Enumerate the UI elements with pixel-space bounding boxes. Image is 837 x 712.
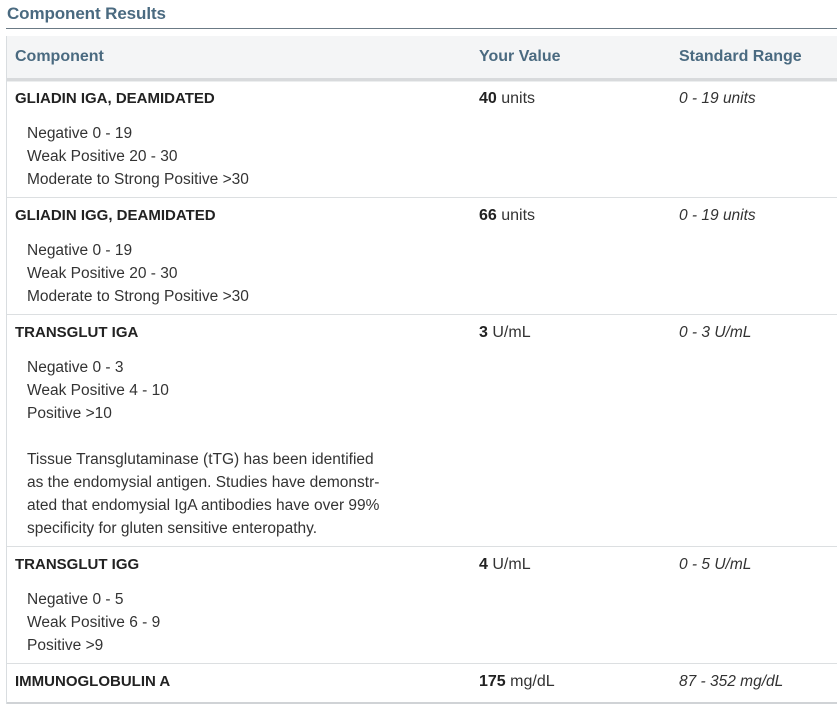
value-unit: units <box>501 207 536 224</box>
reference-line: Positive >9 <box>27 637 104 654</box>
standard-range: 0 - 19 units <box>679 207 756 224</box>
note-line: specificity for gluten sensitive enteropathy. <box>27 520 318 537</box>
reference-line: Weak Positive 4 - 10 <box>27 382 169 399</box>
component-name: IMMUNOGLOBULIN A <box>15 673 171 690</box>
your-value <box>479 324 531 342</box>
value-number: 66 <box>479 207 497 224</box>
reference-line: Negative 0 - 5 <box>27 591 124 608</box>
column-header-standard-range: Standard Range <box>679 48 802 65</box>
title-divider <box>6 28 837 29</box>
value-number: 175 <box>479 673 506 690</box>
standard-range: 87 - 352 mg/dL <box>679 673 784 690</box>
component-name: GLIADIN IGG, DEAMIDATED <box>15 207 216 224</box>
component-name: TRANSGLUT IGG <box>15 556 140 573</box>
note-line: ated that endomysial IgA antibodies have over 99% <box>27 497 380 514</box>
value-number: 40 <box>479 90 497 107</box>
your-value <box>479 90 535 108</box>
value-unit: units <box>501 90 536 107</box>
reference-line: Moderate to Strong Positive >30 <box>27 171 249 188</box>
reference-line: Moderate to Strong Positive >30 <box>27 288 249 305</box>
reference-ranges <box>27 356 437 540</box>
result-row-gliadin-igg <box>7 198 837 315</box>
reference-line: Negative 0 - 19 <box>27 242 133 259</box>
column-header-your-value: Your Value <box>479 48 561 65</box>
component-name: TRANSGLUT IGA <box>15 324 139 341</box>
value-number: 4 <box>479 556 488 573</box>
your-value <box>479 556 531 574</box>
reference-line: Positive >10 <box>27 405 112 422</box>
value-unit: U/mL <box>492 556 531 573</box>
standard-range: 0 - 19 units <box>679 90 756 107</box>
your-value <box>479 207 535 225</box>
result-row-transglut-iga <box>7 315 837 547</box>
standard-range: 0 - 5 U/mL <box>679 556 752 573</box>
result-row-gliadin-iga <box>7 81 837 198</box>
reference-ranges <box>27 588 160 657</box>
note-line: Tissue Transglutaminase (tTG) has been identified <box>27 451 374 468</box>
column-header-component: Component <box>15 48 104 65</box>
clinical-note <box>27 448 437 540</box>
reference-ranges <box>27 239 249 308</box>
your-value <box>479 673 555 691</box>
result-row-transglut-igg <box>7 547 837 664</box>
reference-line: Weak Positive 20 - 30 <box>27 148 178 165</box>
result-row-immunoglobulin-a <box>7 664 837 704</box>
note-line: as the endomysial antigen. Studies have demonstr- <box>27 474 380 491</box>
component-name: GLIADIN IGA, DEAMIDATED <box>15 90 215 107</box>
component-results-table <box>6 36 837 704</box>
value-unit: mg/dL <box>510 673 555 690</box>
table-header <box>7 36 837 81</box>
section-title: Component Results <box>7 4 166 23</box>
value-number: 3 <box>479 324 488 341</box>
value-unit: U/mL <box>492 324 531 341</box>
reference-line: Negative 0 - 3 <box>27 359 124 376</box>
standard-range: 0 - 3 U/mL <box>679 324 752 341</box>
reference-line: Weak Positive 6 - 9 <box>27 614 161 631</box>
reference-ranges <box>27 122 249 191</box>
reference-line: Negative 0 - 19 <box>27 125 133 142</box>
reference-line: Weak Positive 20 - 30 <box>27 265 178 282</box>
